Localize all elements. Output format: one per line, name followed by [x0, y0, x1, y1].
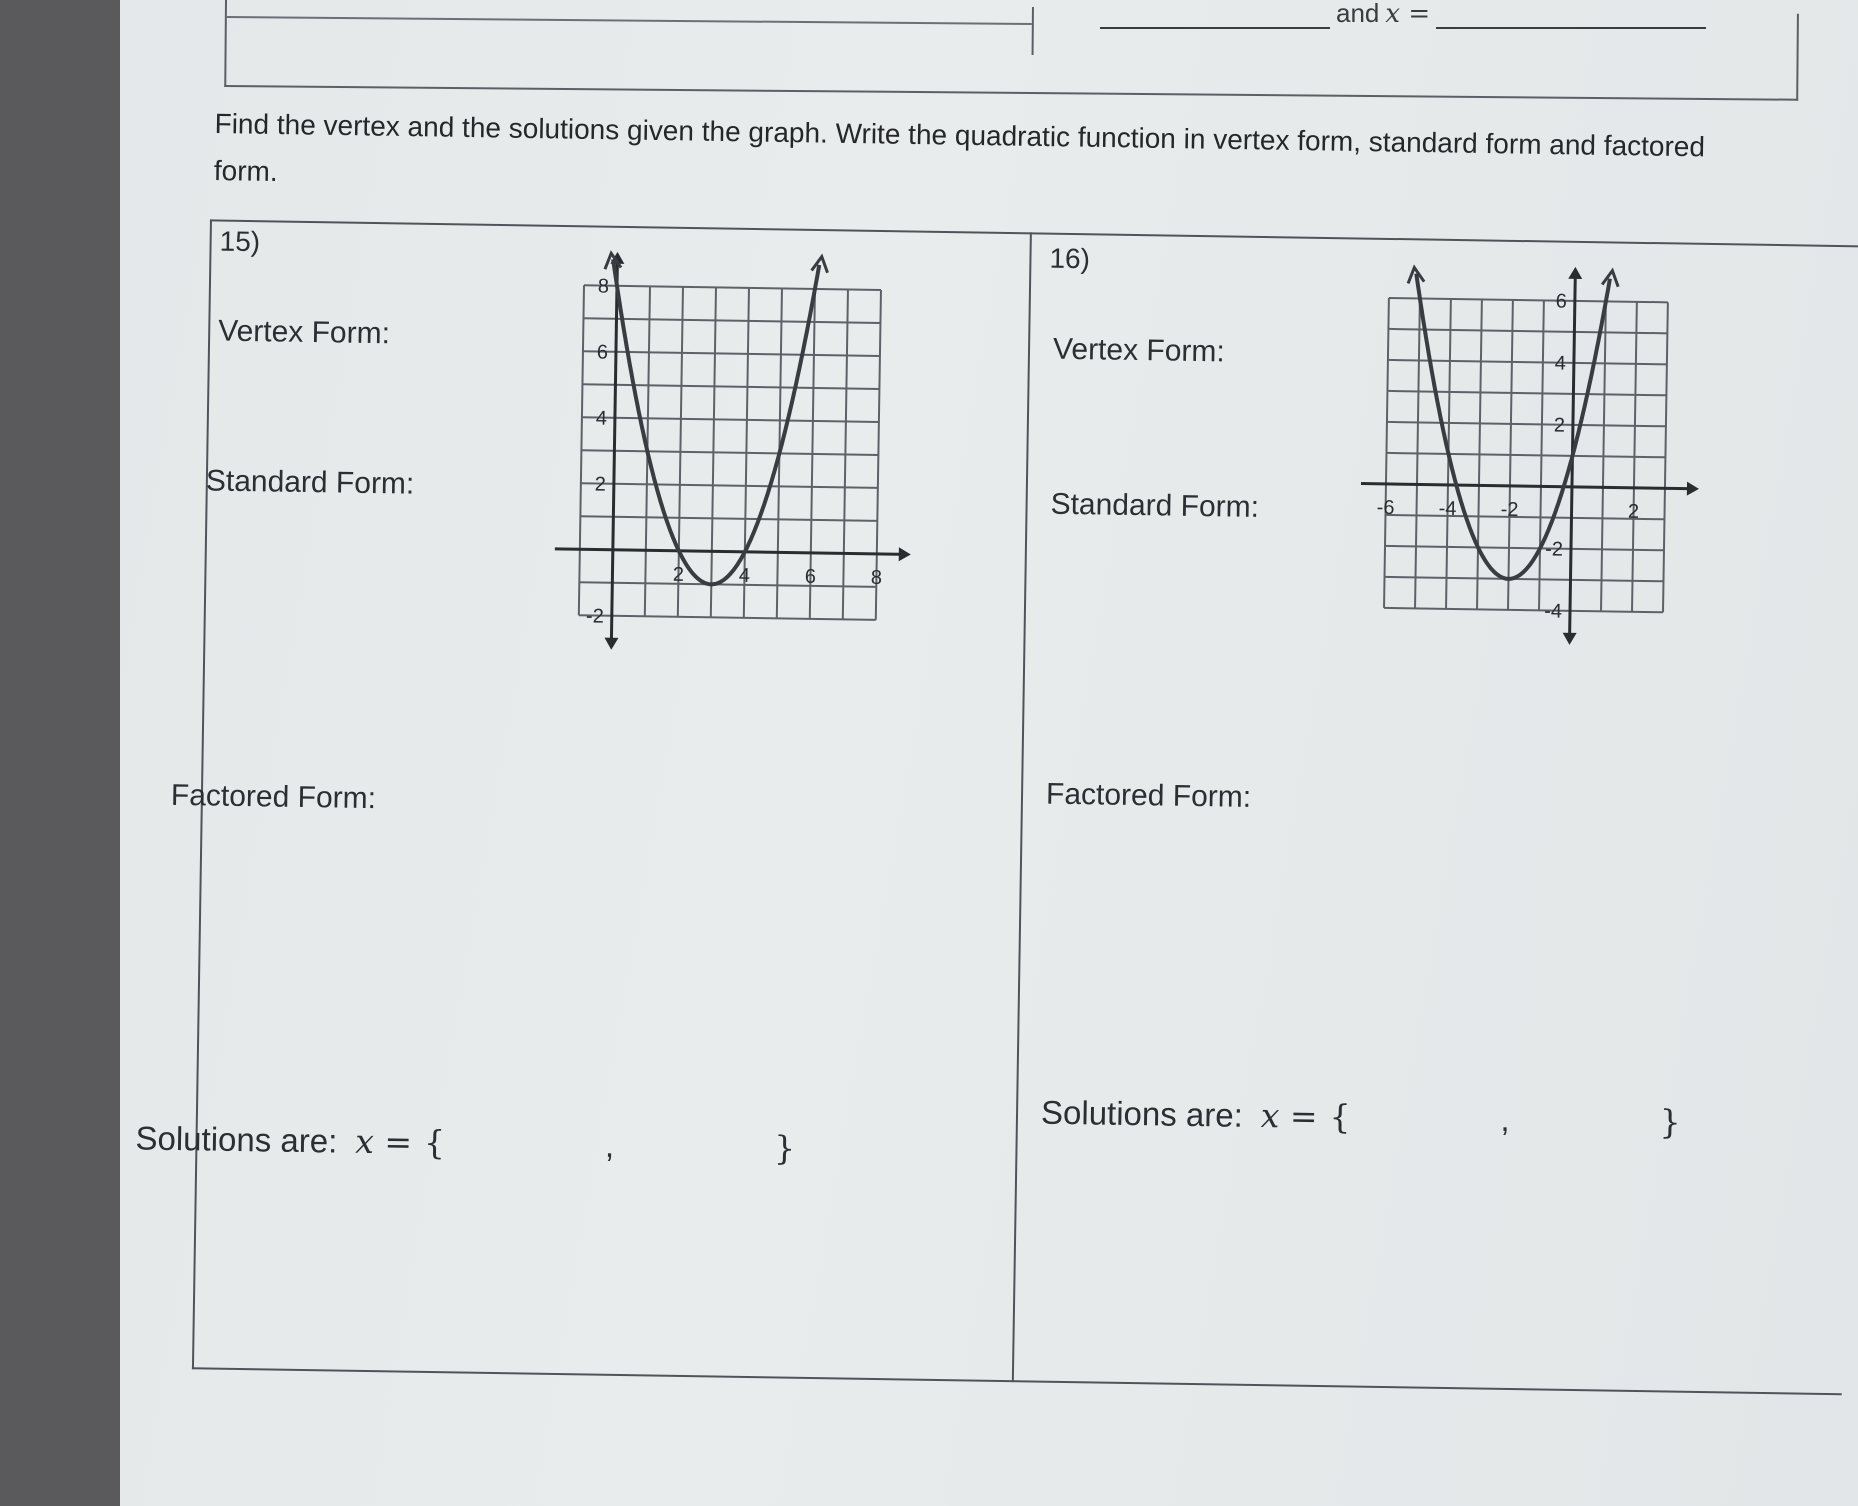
- y-tick-label: -2: [1545, 538, 1564, 561]
- x-axis-arrow: [1687, 482, 1699, 496]
- grid-line-horizontal: [584, 285, 881, 290]
- table-middle-divider: [1012, 232, 1032, 1382]
- problem-15-solutions-label: Solutions are:: [135, 1118, 338, 1160]
- y-axis-arrow-up: [1568, 267, 1582, 279]
- problem-15-standard-form-label: Standard Form:: [205, 464, 415, 501]
- problem-16-standard-form-label: Standard Form:: [1050, 487, 1260, 524]
- problem-16-graph: [1342, 257, 1769, 724]
- grid-line-horizontal: [1385, 577, 1664, 581]
- x-tick-label: 6: [804, 565, 817, 588]
- x-axis: [555, 549, 907, 555]
- previous-answer-blanks: [1100, 0, 1706, 29]
- x-tick-label: 4: [738, 564, 751, 587]
- graph-svg: [537, 245, 994, 712]
- instructions-text: Find the vertex and the solutions given the graph. Write the quadratic function in vertex form, standard form and factored form.: [213, 107, 1706, 187]
- grid-line-horizontal: [1385, 515, 1664, 519]
- y-tick-label: 2: [594, 473, 607, 496]
- grid-line-horizontal: [582, 384, 879, 389]
- y-tick-label: 4: [1554, 352, 1567, 375]
- y-tick-label: 4: [595, 407, 608, 430]
- graph-svg: [1342, 257, 1769, 724]
- problem-15-graph: [537, 245, 994, 712]
- problem-15-solutions: [135, 1118, 795, 1167]
- y-tick-label: -2: [585, 605, 604, 628]
- problem-15-answer-1[interactable]: [445, 1143, 605, 1146]
- problem-15-close-brace: }: [773, 1128, 796, 1168]
- problems-table: [102, 218, 1858, 1395]
- grid-line-horizontal: [1388, 329, 1667, 333]
- x-tick-label: -6: [1376, 496, 1395, 520]
- problem-16-answer-1[interactable]: [1351, 1117, 1501, 1119]
- grid-line-horizontal: [1384, 608, 1663, 612]
- problem-15-answer-2[interactable]: [614, 1145, 774, 1148]
- x-tick-label: -2: [1500, 498, 1519, 522]
- problem-16-number: 16): [1049, 242, 1091, 275]
- problem-16-factored-form-label: Factored Form:: [1045, 777, 1252, 814]
- problem-16-close-brace: }: [1659, 1102, 1682, 1142]
- y-tick-label: 2: [1553, 414, 1566, 437]
- x-axis: [1361, 484, 1695, 489]
- grid-line-horizontal: [1385, 546, 1664, 550]
- grid-line-horizontal: [580, 516, 877, 521]
- y-tick-label: 8: [597, 275, 610, 298]
- answer-blank-1[interactable]: [1100, 3, 1330, 29]
- grid-line-horizontal: [581, 483, 878, 488]
- x-equals-label: x =: [1385, 0, 1431, 29]
- problem-15-number: 15): [219, 225, 261, 258]
- previous-column-divider: [1032, 7, 1034, 55]
- problem-16-separator: ,: [1500, 1100, 1511, 1138]
- grid-line-horizontal: [579, 615, 876, 620]
- y-axis-arrow-down: [604, 638, 618, 650]
- grid-line-horizontal: [581, 450, 878, 455]
- previous-row-line: [227, 16, 1032, 25]
- x-tick-label: 8: [870, 566, 883, 590]
- problem-16-x-equals: x =: [1260, 1096, 1318, 1136]
- problem-16-answer-2[interactable]: [1510, 1119, 1660, 1121]
- grid-line-horizontal: [582, 417, 879, 422]
- problem-15-open-brace: {: [423, 1122, 446, 1163]
- grid-line-horizontal: [583, 318, 880, 323]
- and-label: and: [1336, 0, 1380, 28]
- problem-15-separator: ,: [604, 1126, 615, 1164]
- grid-line-horizontal: [1389, 298, 1668, 302]
- problem-16-solutions: [1041, 1093, 1681, 1142]
- y-tick-label: 6: [1555, 290, 1568, 313]
- problem-16-vertex-form-label: Vertex Form:: [1052, 332, 1226, 369]
- problem-16-solutions-label: Solutions are:: [1040, 1093, 1244, 1134]
- y-tick-label: -4: [1544, 600, 1563, 623]
- x-tick-label: 2: [1627, 500, 1640, 523]
- answer-blank-2[interactable]: [1436, 3, 1706, 29]
- grid-line-horizontal: [1387, 391, 1666, 395]
- problem-15-factored-form-label: Factored Form:: [170, 778, 377, 816]
- problem-15-x-equals: x =: [355, 1121, 413, 1162]
- grid-line-horizontal: [1387, 422, 1666, 426]
- grid-line-horizontal: [1386, 453, 1665, 457]
- y-tick-label: 6: [596, 341, 609, 364]
- y-axis-arrow-down: [1562, 633, 1576, 645]
- problem-15-vertex-form-label: Vertex Form:: [217, 314, 391, 351]
- x-tick-label: 2: [672, 563, 685, 586]
- x-tick-label: -4: [1438, 497, 1457, 521]
- x-axis-arrow: [899, 547, 911, 561]
- grid-line-horizontal: [579, 582, 876, 587]
- problem-16-open-brace: {: [1329, 1097, 1351, 1137]
